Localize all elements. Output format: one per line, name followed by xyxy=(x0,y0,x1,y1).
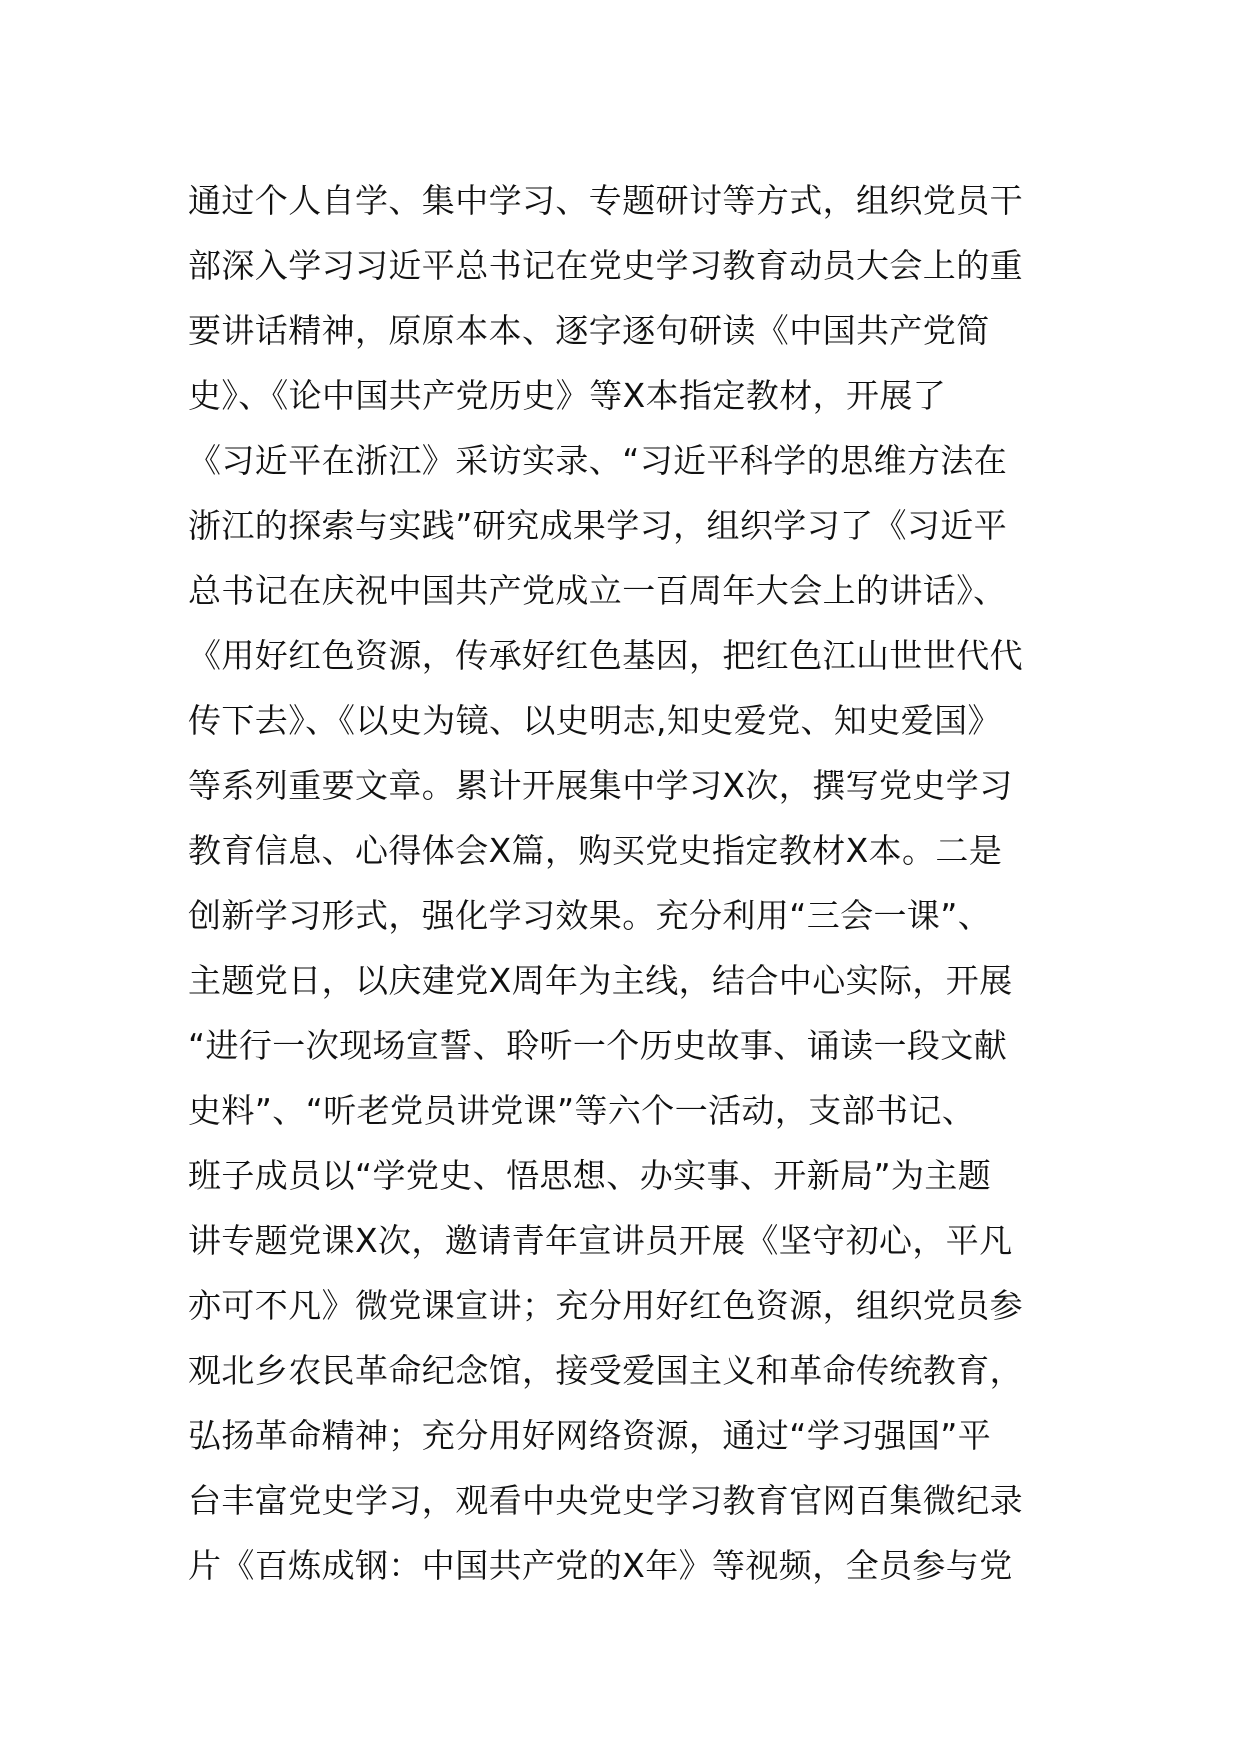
text-line: 总书记在庆祝中国共产党成立一百周年大会上的讲话》、 xyxy=(188,571,1007,610)
body-paragraph xyxy=(188,168,1068,1598)
text-line: 观北乡农民革命纪念馆，接受爱国主义和革命传统教育， xyxy=(188,1351,1023,1390)
text-line: “进行一次现场宣誓、聆听一个历史故事、诵读一段文献 xyxy=(188,1026,1008,1065)
text-line: 等系列重要文章。累计开展集中学习X次，撰写党史学习 xyxy=(188,766,1013,805)
text-line: 亦可不凡》微党课宣讲；充分用好红色资源，组织党员参 xyxy=(188,1286,1023,1325)
text-line: 片《百炼成钢：中国共产党的X年》等视频，全员参与党 xyxy=(188,1546,1013,1585)
text-line: 要讲话精神，原原本本、逐字逐句研读《中国共产党简 xyxy=(188,311,990,350)
text-line: 浙江的探索与实践”研究成果学习，组织学习了《习近平 xyxy=(188,506,1008,545)
text-line: 主题党日，以庆建党X周年为主线，结合中心实际，开展 xyxy=(188,961,1013,1000)
text-line: 史》、《论中国共产党历史》等X本指定教材，开展了 xyxy=(188,376,947,415)
text-line: 创新学习形式，强化学习效果。充分利用“三会一课”、 xyxy=(188,896,992,935)
text-line: 《习近平在浙江》采访实录、“习近平科学的思维方法在 xyxy=(188,441,1008,480)
text-line: 通过个人自学、集中学习、专题研讨等方式，组织党员干 xyxy=(188,181,1023,220)
text-line: 史料”、“听老党员讲党课”等六个一活动，支部书记、 xyxy=(188,1091,976,1130)
text-line: 台丰富党史学习，观看中央党史学习教育官网百集微纪录 xyxy=(188,1481,1023,1520)
text-line: 班子成员以“学党史、悟思想、办实事、开新局”为主题 xyxy=(188,1156,992,1195)
text-line: 《用好红色资源，传承好红色基因，把红色江山世世代代 xyxy=(188,636,1023,675)
text-line: 讲专题党课X次，邀请青年宣讲员开展《坚守初心，平凡 xyxy=(188,1221,1013,1260)
text-line: 传下去》、《以史为镜、以史明志,知史爱党、知史爱国》 xyxy=(188,701,1001,740)
text-line: 部深入学习习近平总书记在党史学习教育动员大会上的重 xyxy=(188,246,1023,285)
text-line: 教育信息、心得体会X篇，购买党史指定教材X本。二是 xyxy=(188,831,1003,870)
text-line: 弘扬革命精神；充分用好网络资源，通过“学习强国”平 xyxy=(188,1416,992,1455)
